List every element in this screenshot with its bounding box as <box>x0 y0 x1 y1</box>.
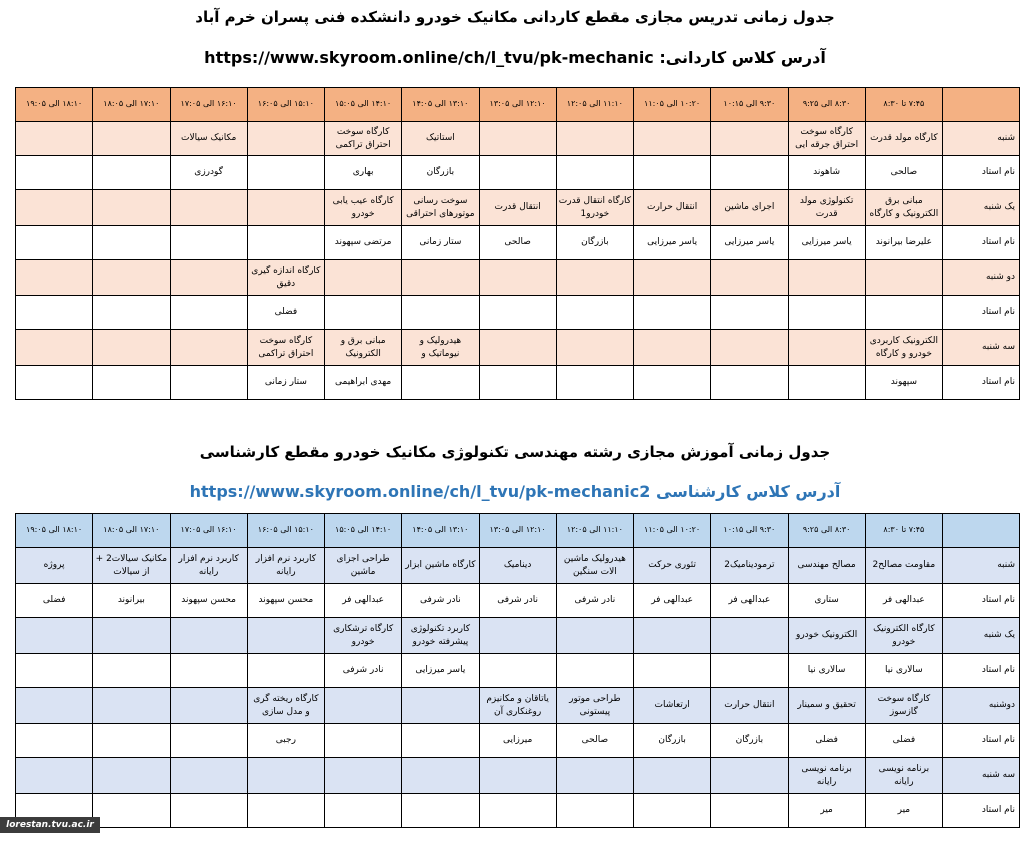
schedule-cell <box>16 260 93 296</box>
day-label: یک شنبه <box>943 618 1020 654</box>
schedule-cell <box>711 794 788 828</box>
schedule-cell <box>711 618 788 654</box>
schedule-cell <box>711 758 788 794</box>
schedule-cell <box>16 330 93 366</box>
schedule-cell <box>170 654 247 688</box>
schedule-cell <box>93 758 170 794</box>
schedule-cell <box>402 758 479 794</box>
schedule-cell <box>556 618 633 654</box>
schedule-cell <box>170 618 247 654</box>
schedule-cell: مقاومت مصالح2 <box>865 548 942 584</box>
schedule-cell: کارگاه مولد قدرت <box>865 122 942 156</box>
time-slot-header: ۱۲:۱۰ الی ۱۳:۰۵ <box>479 514 556 548</box>
schedule-cell: عبدالهی فر <box>711 584 788 618</box>
schedule-cell <box>788 296 865 330</box>
schedule-cell <box>402 724 479 758</box>
schedule-cell: مرتضی سپهوند <box>325 226 402 260</box>
time-slot-header: ۱۷:۱۰ الی ۱۸:۰۵ <box>93 514 170 548</box>
schedule-cell: یاتاقان و مکانیزم روغنکاری آن <box>479 688 556 724</box>
schedule-row <box>16 122 1020 156</box>
schedule-cell <box>170 330 247 366</box>
schedule-cell <box>247 226 324 260</box>
time-slot-header: ۱۱:۱۰ الی ۱۲:۰۵ <box>556 514 633 548</box>
time-slot-header: ۱۰:۲۰ الی ۱۱:۰۵ <box>634 514 711 548</box>
day-label: دوشنبه <box>943 688 1020 724</box>
schedule-cell <box>479 330 556 366</box>
schedule-cell: مبانی برق الکترونیک و کارگاه <box>865 190 942 226</box>
schedule-cell <box>556 330 633 366</box>
time-slot-header: ۱۸:۱۰ الی ۱۹:۰۵ <box>16 514 93 548</box>
schedule-cell: یاسر میرزایی <box>711 226 788 260</box>
schedule-cell <box>170 296 247 330</box>
day-label: نام استاد <box>943 296 1020 330</box>
schedule-cell <box>556 156 633 190</box>
schedule-cell: ارتعاشات <box>634 688 711 724</box>
schedule-cell: برنامه نویسی رایانه <box>788 758 865 794</box>
day-label: سه شنبه <box>943 330 1020 366</box>
schedule-cell: کارگاه الکترونیک خودرو <box>865 618 942 654</box>
schedule-cell: کارگاه ماشین ابزار <box>402 548 479 584</box>
time-slot-header: ۷:۴۵ تا ۸:۳۰ <box>865 514 942 548</box>
schedule-cell: استاتیک <box>402 122 479 156</box>
schedule-cell: صالحی <box>556 724 633 758</box>
time-slot-header: ۱۴:۱۰ الی ۱۵:۰۵ <box>325 514 402 548</box>
schedule-cell: عبدالهی فر <box>865 584 942 618</box>
schedule-cell <box>247 618 324 654</box>
address-associate <box>0 48 1030 67</box>
schedule-cell <box>711 330 788 366</box>
schedule-cell: فضلی <box>16 584 93 618</box>
schedule-cell: طراحی موتور پیستونی <box>556 688 633 724</box>
schedule-cell <box>16 366 93 400</box>
time-slot-header: ۱۱:۱۰ الی ۱۲:۰۵ <box>556 88 633 122</box>
schedule-cell <box>634 122 711 156</box>
schedule-cell: کارگاه سوخت گازسوز <box>865 688 942 724</box>
schedule-cell <box>788 330 865 366</box>
time-slot-header: ۱۶:۱۰ الی ۱۷:۰۵ <box>170 88 247 122</box>
schedule-cell <box>93 366 170 400</box>
schedule-cell: کاربرد نرم افزار رایانه <box>247 548 324 584</box>
schedule-cell <box>634 156 711 190</box>
schedule-cell: شاهوند <box>788 156 865 190</box>
schedule-row <box>16 330 1020 366</box>
schedule-cell: برنامه نویسی رایانه <box>865 758 942 794</box>
schedule-cell <box>247 654 324 688</box>
schedule-cell <box>247 190 324 226</box>
schedule-cell: بازرگان <box>634 724 711 758</box>
time-slot-header: ۱۶:۱۰ الی ۱۷:۰۵ <box>170 514 247 548</box>
schedule-row <box>16 618 1020 654</box>
schedule-cell: یاسر میرزایی <box>788 226 865 260</box>
schedule-cell <box>634 618 711 654</box>
schedule-cell: نادر شرفی <box>479 584 556 618</box>
schedule-cell <box>93 260 170 296</box>
schedule-cell: تحقیق و سمینار <box>788 688 865 724</box>
time-slot-header: ۸:۳۰ الی ۹:۲۵ <box>788 514 865 548</box>
schedule-row <box>16 260 1020 296</box>
schedule-associate-table <box>15 87 1020 400</box>
time-slot-header: ۱۳:۱۰ الی ۱۴:۰۵ <box>402 88 479 122</box>
schedule-cell: مصالح مهندسی <box>788 548 865 584</box>
schedule-cell <box>711 654 788 688</box>
day-label: شنبه <box>943 548 1020 584</box>
schedule-cell <box>788 260 865 296</box>
schedule-cell <box>711 122 788 156</box>
day-label: نام استاد <box>943 156 1020 190</box>
schedule-cell <box>479 366 556 400</box>
schedule-cell <box>93 190 170 226</box>
schedule-row <box>16 296 1020 330</box>
schedule-cell: الکترونیک کاربردی خودرو و کارگاه <box>865 330 942 366</box>
schedule-cell <box>634 296 711 330</box>
schedule-cell <box>479 260 556 296</box>
day-label: شنبه <box>943 122 1020 156</box>
schedule-cell: نادر شرفی <box>402 584 479 618</box>
schedule-cell <box>170 688 247 724</box>
schedule-cell <box>325 724 402 758</box>
schedule-cell: بازرگان <box>556 226 633 260</box>
schedule-cell: علیرضا بیرانوند <box>865 226 942 260</box>
schedule-cell <box>634 260 711 296</box>
schedule-cell <box>325 260 402 296</box>
schedule-cell: کارگاه سوخت احتراق جرقه ایی <box>788 122 865 156</box>
schedule-cell <box>479 122 556 156</box>
schedule-row <box>16 758 1020 794</box>
header-corner <box>943 88 1020 122</box>
schedule-cell: هیدرولیک ماشین الات سنگین <box>556 548 633 584</box>
schedule-cell: سوخت رسانی موتورهای احتراقی <box>402 190 479 226</box>
schedule-cell <box>170 758 247 794</box>
schedule-cell <box>634 366 711 400</box>
schedule-cell <box>634 330 711 366</box>
schedule-cell <box>556 260 633 296</box>
schedule-cell <box>556 654 633 688</box>
schedule-cell <box>556 366 633 400</box>
schedule-cell <box>93 226 170 260</box>
schedule-cell: ترمودینامیک2 <box>711 548 788 584</box>
schedule-cell <box>788 366 865 400</box>
schedule-cell: اجرای ماشین <box>711 190 788 226</box>
schedule-cell: کاربرد نرم افزار رایانه <box>170 548 247 584</box>
schedule-cell <box>556 122 633 156</box>
schedule-cell: کارگاه انتقال قدرت خودرو1 <box>556 190 633 226</box>
schedule-cell <box>247 758 324 794</box>
title-bachelor: جدول زمانی آموزش مجازی رشته مهندسی تکنولوژی مکانیک خودرو مقطع کارشناسی <box>199 443 831 461</box>
time-slot-header: ۱۴:۱۰ الی ۱۵:۰۵ <box>325 88 402 122</box>
schedule-cell: نادر شرفی <box>325 654 402 688</box>
schedule-cell <box>479 618 556 654</box>
schedule-cell <box>402 296 479 330</box>
schedule-cell: کارگاه ترشکاری خودرو <box>325 618 402 654</box>
schedule-row <box>16 548 1020 584</box>
schedule-cell <box>634 654 711 688</box>
schedule-cell: سپهوند <box>865 366 942 400</box>
schedule-cell: انتقال قدرت <box>479 190 556 226</box>
schedule-cell <box>93 122 170 156</box>
time-slot-header: ۱۳:۱۰ الی ۱۴:۰۵ <box>402 514 479 548</box>
schedule-cell <box>16 758 93 794</box>
schedule-cell: گودرزی <box>170 156 247 190</box>
schedule-cell <box>247 156 324 190</box>
time-slot-header: ۱۸:۱۰ الی ۱۹:۰۵ <box>16 88 93 122</box>
schedule-cell: بهاری <box>325 156 402 190</box>
schedule-row <box>16 226 1020 260</box>
day-label: نام استاد <box>943 366 1020 400</box>
schedule-cell <box>170 724 247 758</box>
schedule-cell <box>865 260 942 296</box>
schedule-cell <box>479 758 556 794</box>
address-label: آدرس کلاس کارشناسی <box>655 482 841 501</box>
schedule-cell: ستاری <box>788 584 865 618</box>
schedule-cell: عبدالهی فر <box>634 584 711 618</box>
schedule-cell: کارگاه ریخته گری و مدل سازی <box>247 688 324 724</box>
schedule-row <box>16 584 1020 618</box>
schedule-cell: کارگاه اندازه گیری دقیق <box>247 260 324 296</box>
day-label: یک شنبه <box>943 190 1020 226</box>
schedule-cell <box>93 296 170 330</box>
schedule-cell: صالحی <box>479 226 556 260</box>
schedule-cell: کارگاه عیب یابی خودرو <box>325 190 402 226</box>
schedule-cell: مهدی ابراهیمی <box>325 366 402 400</box>
day-label: دو شنبه <box>943 260 1020 296</box>
day-label: نام استاد <box>943 794 1020 828</box>
schedule-cell <box>170 260 247 296</box>
schedule-cell <box>16 296 93 330</box>
schedule-cell: کارگاه سوخت احتراق تراکمی <box>247 330 324 366</box>
schedule-cell: طراحی اجزای ماشین <box>325 548 402 584</box>
time-slot-header: ۹:۳۰ الی ۱۰:۱۵ <box>711 88 788 122</box>
schedule-cell <box>402 794 479 828</box>
time-slot-header: ۱۲:۱۰ الی ۱۳:۰۵ <box>479 88 556 122</box>
schedule-cell: میر <box>865 794 942 828</box>
schedule-cell <box>325 758 402 794</box>
schedule-cell <box>16 688 93 724</box>
schedule-cell <box>634 758 711 794</box>
day-label: نام استاد <box>943 584 1020 618</box>
schedule-cell: ستار زمانی <box>402 226 479 260</box>
schedule-cell: سالاری نیا <box>788 654 865 688</box>
schedule-cell <box>634 794 711 828</box>
schedule-cell <box>93 688 170 724</box>
schedule-cell <box>93 724 170 758</box>
schedule-cell <box>479 654 556 688</box>
day-label: نام استاد <box>943 226 1020 260</box>
schedule-cell <box>865 296 942 330</box>
schedule-cell: عبدالهی فر <box>325 584 402 618</box>
schedule-cell: محسن سپهوند <box>247 584 324 618</box>
time-slot-header: ۸:۳۰ الی ۹:۲۵ <box>788 88 865 122</box>
schedule-cell: بیرانوند <box>93 584 170 618</box>
schedule-cell <box>16 618 93 654</box>
time-slot-header: ۱۵:۱۰ الی ۱۶:۰۵ <box>247 514 324 548</box>
schedule-cell: فضلی <box>788 724 865 758</box>
header-corner <box>943 514 1020 548</box>
schedule-cell <box>16 122 93 156</box>
time-slot-header: ۷:۴۵ تا ۸:۳۰ <box>865 88 942 122</box>
time-slot-header: ۱۵:۱۰ الی ۱۶:۰۵ <box>247 88 324 122</box>
schedule-cell <box>711 366 788 400</box>
schedule-cell: مکانیک سیالات <box>170 122 247 156</box>
day-label: سه شنبه <box>943 758 1020 794</box>
schedule-cell <box>16 156 93 190</box>
schedule-cell: رجبی <box>247 724 324 758</box>
schedule-cell <box>93 654 170 688</box>
schedule-cell: پروژه <box>16 548 93 584</box>
schedule-cell <box>479 156 556 190</box>
schedule-cell: کارگاه سوخت احتراق تراکمی <box>325 122 402 156</box>
schedule-cell <box>479 794 556 828</box>
schedule-cell <box>402 688 479 724</box>
schedule-cell <box>479 296 556 330</box>
schedule-cell: میرزایی <box>479 724 556 758</box>
schedule-cell <box>93 330 170 366</box>
schedule-cell: بازرگان <box>402 156 479 190</box>
schedule-row <box>16 366 1020 400</box>
schedule-cell <box>711 296 788 330</box>
schedule-cell <box>402 366 479 400</box>
schedule-cell: بازرگان <box>711 724 788 758</box>
site-logo: lorestan.tvu.ac.ir <box>0 817 100 833</box>
schedule-cell: یاسر میرزایی <box>634 226 711 260</box>
schedule-cell: مکانیک سیالات2 + از سیالات <box>93 548 170 584</box>
schedule-row <box>16 688 1020 724</box>
title-associate: جدول زمانی تدریس مجازی مقطع کاردانی مکانیک خودرو دانشکده فنی پسران خرم آباد <box>195 8 835 26</box>
schedule-cell <box>711 260 788 296</box>
schedule-cell <box>325 296 402 330</box>
time-slot-header: ۱۰:۲۰ الی ۱۱:۰۵ <box>634 88 711 122</box>
schedule-cell: فضلی <box>865 724 942 758</box>
schedule-cell <box>711 156 788 190</box>
address-url[interactable]: https://www.skyroom.online/ch/l_tvu/pk-mechanic2 <box>189 482 651 501</box>
schedule-cell <box>16 190 93 226</box>
day-label: نام استاد <box>943 724 1020 758</box>
schedule-cell <box>170 190 247 226</box>
schedule-cell <box>16 226 93 260</box>
schedule-cell <box>170 794 247 828</box>
schedule-cell: محسن سپهوند <box>170 584 247 618</box>
schedule-cell: انتقال حرارت <box>634 190 711 226</box>
schedule-cell <box>170 366 247 400</box>
schedule-cell: انتقال حرارت <box>711 688 788 724</box>
day-label: نام استاد <box>943 654 1020 688</box>
schedule-cell: نادر شرفی <box>556 584 633 618</box>
schedule-cell <box>16 654 93 688</box>
header-row <box>16 514 1020 548</box>
address-label: آدرس کلاس کاردانی: <box>659 48 826 67</box>
schedule-cell <box>556 296 633 330</box>
schedule-cell: فضلی <box>247 296 324 330</box>
schedule-cell: صالحی <box>865 156 942 190</box>
schedule-cell <box>93 156 170 190</box>
schedule-cell <box>556 758 633 794</box>
schedule-row <box>16 724 1020 758</box>
schedule-cell <box>325 794 402 828</box>
schedule-cell <box>402 260 479 296</box>
schedule-row <box>16 190 1020 226</box>
schedule-cell: یاسر میرزایی <box>402 654 479 688</box>
address-bachelor <box>0 482 1030 501</box>
schedule-cell <box>247 794 324 828</box>
schedule-cell: تئوری حرکت <box>634 548 711 584</box>
schedule-cell: ستار زمانی <box>247 366 324 400</box>
schedule-cell <box>170 226 247 260</box>
schedule-cell <box>325 688 402 724</box>
schedule-cell: دینامیک <box>479 548 556 584</box>
schedule-cell: سالاری نیا <box>865 654 942 688</box>
time-slot-header: ۹:۳۰ الی ۱۰:۱۵ <box>711 514 788 548</box>
address-url[interactable]: https://www.skyroom.online/ch/l_tvu/pk-mechanic <box>204 48 654 67</box>
schedule-bachelor-table <box>15 513 1020 828</box>
schedule-cell <box>16 724 93 758</box>
schedule-cell: هیدرولیک و نیوماتیک و <box>402 330 479 366</box>
schedule-cell: کاربرد تکنولوژی پیشرفته خودرو <box>402 618 479 654</box>
schedule-row <box>16 654 1020 688</box>
schedule-cell <box>93 794 170 828</box>
schedule-cell: مبانی برق و الکترونیک <box>325 330 402 366</box>
schedule-cell: الکترونیک خودرو <box>788 618 865 654</box>
header-row <box>16 88 1020 122</box>
time-slot-header: ۱۷:۱۰ الی ۱۸:۰۵ <box>93 88 170 122</box>
schedule-row <box>16 156 1020 190</box>
schedule-cell: میر <box>788 794 865 828</box>
schedule-row <box>16 794 1020 828</box>
schedule-cell <box>247 122 324 156</box>
schedule-cell <box>556 794 633 828</box>
schedule-cell: تکنولوژی مولد قدرت <box>788 190 865 226</box>
schedule-cell <box>93 618 170 654</box>
